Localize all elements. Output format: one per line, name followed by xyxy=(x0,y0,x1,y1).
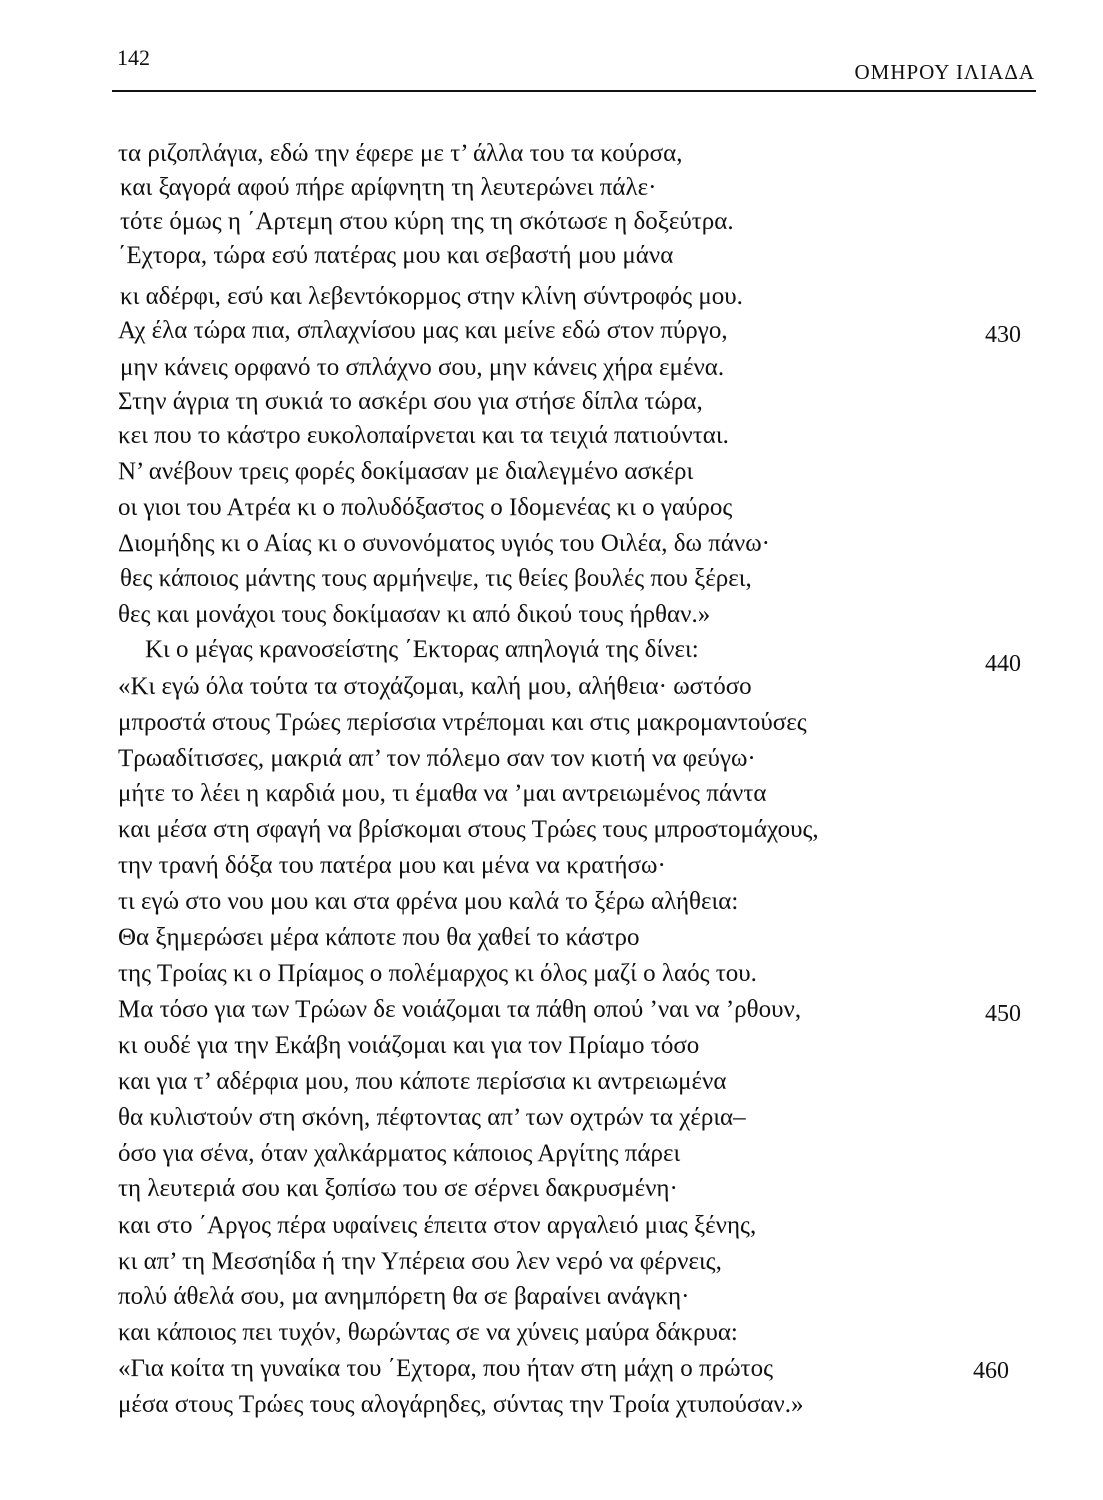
verse-line: την τρανή δόξα του πατέρα μου και μένα να κρατήσω· xyxy=(118,852,666,879)
verse-line: μην κάνεις ορφανό το σπλάχνο σου, μην κάνεις χήρα εμένα. xyxy=(120,354,725,381)
verse-line: θες κάποιος μάντης τους αρμήνεψε, τις θείες βουλές που ξέρει, xyxy=(120,565,752,592)
verse-line: μήτε το λέει η καρδιά μου, τι έμαθα να ’μαι αντρειωμένος πάντα xyxy=(118,780,767,807)
verse-line: και για τ’ αδέρφια μου, που κάποτε περίσσια κι αντρειωμένα xyxy=(118,1068,727,1095)
verse-line: Τρωαδίτισσες, μακριά απ’ τον πόλεμο σαν τον κιοτή να φεύγω· xyxy=(118,745,756,772)
verse-line: κει που το κάστρο ευκολοπαίρνεται και τα τειχιά πατιούνται. xyxy=(118,422,729,449)
verse-line: Θα ξημερώσει μέρα κάποτε που θα χαθεί το κάστρο xyxy=(118,924,640,951)
verse-line: θες και μονάχοι τους δοκίμασαν κι από δικού τους ήρθαν.» xyxy=(118,601,711,628)
verse-line: κι απ’ τη Μεσσηίδα ή την Υπέρεια σου λεν νερό να φέρνεις, xyxy=(118,1248,722,1275)
verse-line: της Τροίας κι ο Πρίαμος ο πολέμαρχος κι όλος μαζί ο λαός του. xyxy=(118,960,757,987)
verse-line: κι ουδέ για την Εκάβη νοιάζομαι και για τον Πρίαμο τόσο xyxy=(118,1032,700,1059)
running-title: ΟΜΗΡΟΥ ΙΛΙΑΔΑ xyxy=(854,60,1035,84)
verse-line: κι αδέρφι, εσύ και λεβεντόκορμος στην κλίνη σύντροφός μου. xyxy=(120,283,743,310)
verse-line: «Για κοίτα τη γυναίκα του ΄Εχτορα, που ήταν στη μάχη ο πρώτος xyxy=(118,1355,773,1382)
verse-line: Μα τόσο για των Τρώων δε νοιάζομαι τα πάθη οπού ’ναι να ’ρθουν, xyxy=(118,996,802,1023)
verse-line: «Κι εγώ όλα τούτα τα στοχάζομαι, καλή μου, αλήθεια· ωστόσο xyxy=(118,673,752,700)
verse-line: όσο για σένα, όταν χαλκάρματος κάποιος Αργίτης πάρει xyxy=(118,1140,681,1167)
line-number: 460 xyxy=(973,1358,1009,1384)
line-number: 440 xyxy=(985,651,1021,677)
line-number: 450 xyxy=(985,1001,1021,1027)
verse-line: και στο ΄Αργος πέρα υφαίνεις έπειτα στον αργαλειό μιας ξένης, xyxy=(118,1212,757,1239)
verse-line: Ν’ ανέβουν τρεις φορές δοκίμασαν με διαλεγμένο ασκέρι xyxy=(118,458,694,485)
verse-line: οι γιοι του Ατρέα κι ο πολυδόξαστος ο Ιδομενέας κι ο γαύρος xyxy=(118,494,733,521)
verse-line: τι εγώ στο νου μου και στα φρένα μου καλά το ξέρω αλήθεια: xyxy=(118,888,739,915)
verse-line: Στην άγρια τη συκιά το ασκέρι σου για στήσε δίπλα τώρα, xyxy=(118,388,703,415)
verse-line: τα ριζοπλάγια, εδώ την έφερε με τ’ άλλα του τα κούρσα, xyxy=(118,140,683,167)
verse-line: και κάποιος πει τυχόν, θωρώντας σε να χύνεις μαύρα δάκρυα: xyxy=(118,1319,738,1346)
verse-line: τότε όμως η ΄Αρτεμη στου κύρη της τη σκότωσε η δοξεύτρα. xyxy=(120,208,734,235)
verse-line: μέσα στους Τρώες τους αλογάρηδες, σύντας την Τροία χτυπούσαν.» xyxy=(118,1391,804,1418)
verse-line: Διομήδης κι ο Αίας κι ο συνονόματος υγιός του Οιλέα, δω πάνω· xyxy=(118,530,771,557)
verse-line: και μέσα στη σφαγή να βρίσκομαι στους Τρώες τους μπροστομάχους, xyxy=(118,816,819,843)
verse-line: πολύ άθελά σου, μα ανημπόρετη θα σε βαραίνει ανάγκη· xyxy=(118,1283,690,1310)
page-number: 142 xyxy=(117,45,150,70)
verse-line: θα κυλιστούν στη σκόνη, πέφτοντας απ’ των οχτρών τα χέρια– xyxy=(118,1104,746,1131)
header-rule xyxy=(112,90,1036,92)
verse-line: Αχ έλα τώρα πια, σπλαχνίσου μας και μείνε εδώ στον πύργο, xyxy=(118,317,728,344)
verse-line: Κι ο μέγας κρανοσείστης ΄Εκτορας απηλογιά της δίνει: xyxy=(145,636,699,663)
verse-line: και ξαγορά αφού πήρε αρίφνητη τη λευτερώνει πάλε· xyxy=(120,174,657,201)
verse-line: τη λευτεριά σου και ξοπίσω του σε σέρνει δακρυσμένη· xyxy=(118,1175,678,1202)
verse-line: ΄Εχτορα, τώρα εσύ πατέρας μου και σεβαστή μου μάνα xyxy=(118,242,674,269)
line-number: 430 xyxy=(985,322,1021,348)
verse-line: μπροστά στους Τρώες περίσσια ντρέπομαι και στις μακρομαντούσες xyxy=(118,709,807,736)
